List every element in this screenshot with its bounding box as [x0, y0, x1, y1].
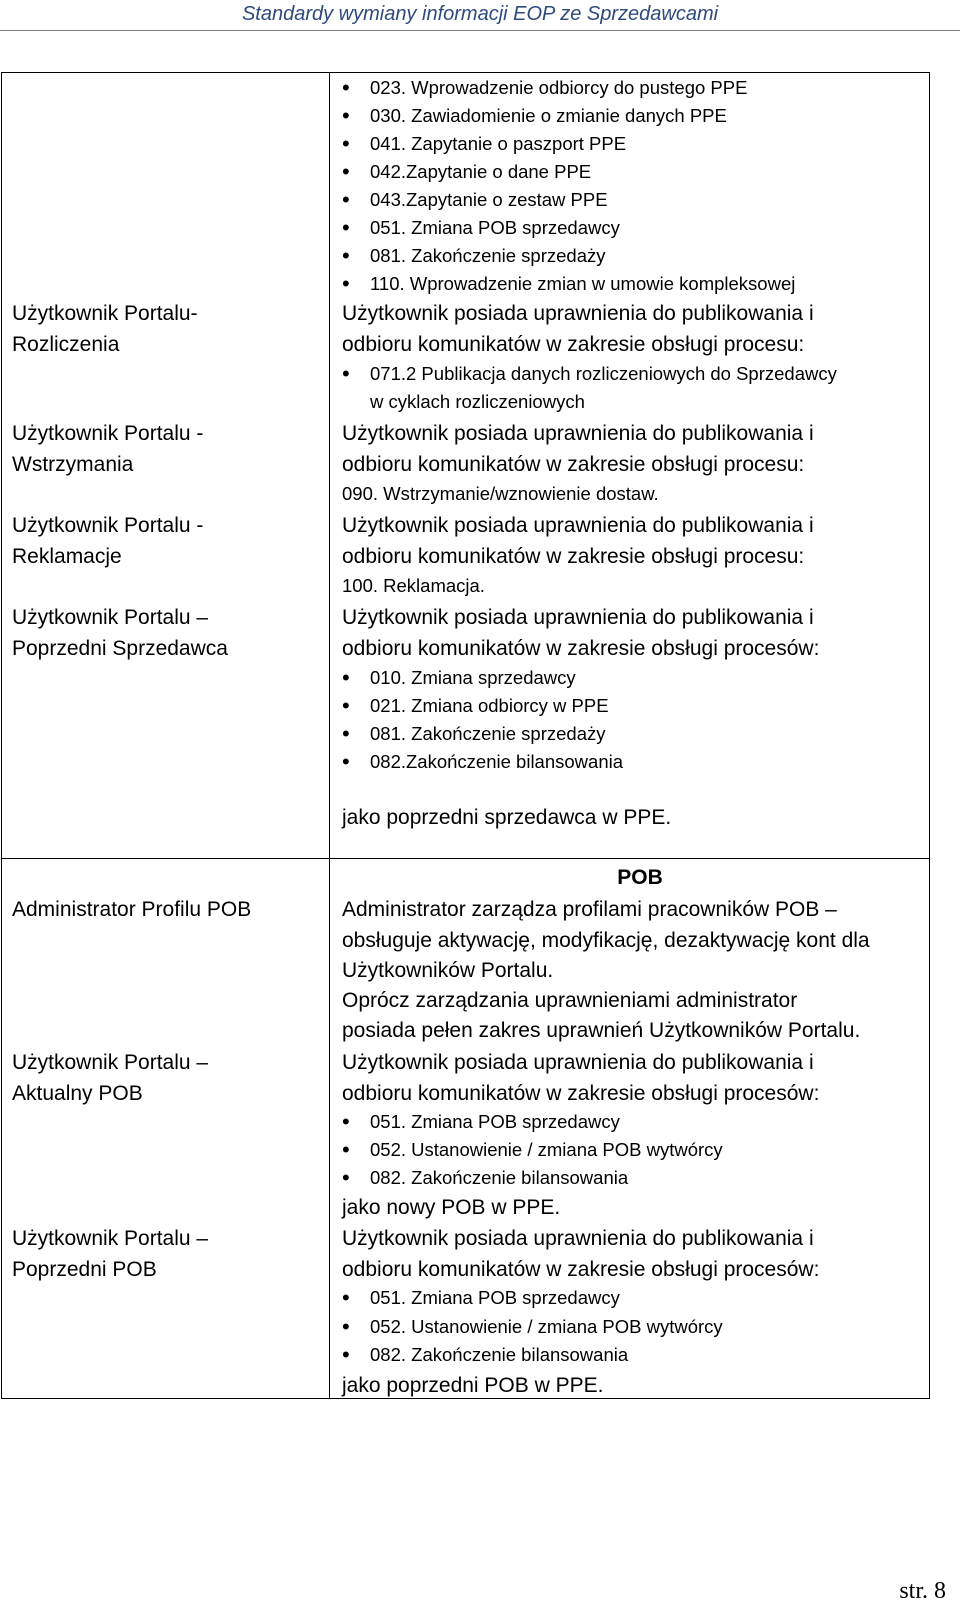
- process-item: 090. Wstrzymanie/wznowienie dostaw.: [342, 483, 659, 504]
- permission-text: odbioru komunikatów w zakresie obsługi procesu:: [342, 453, 805, 476]
- permission-text: odbioru komunikatów w zakresie obsługi procesów:: [342, 637, 820, 660]
- process-bullet: • 051. Zmiana POB sprzedawcy: [370, 214, 620, 242]
- permission-text: Użytkownik posiada uprawnienia do publikowania i: [342, 422, 814, 445]
- process-bullet: • 042.Zapytanie o dane PPE: [370, 158, 591, 186]
- table-column-divider: [329, 72, 330, 1399]
- process-bullet: • 021. Zmiana odbiorcy w PPE: [370, 692, 609, 720]
- process-bullet: • 082.Zakończenie bilansowania: [370, 748, 623, 776]
- permission-text: Użytkownik posiada uprawnienia do publikowania i: [342, 1051, 814, 1074]
- table-border-top: [1, 72, 930, 73]
- page-header: Standardy wymiany informacji EOP ze Sprzedawcami: [241, 3, 719, 25]
- role-label: Reklamacje: [12, 545, 122, 568]
- role-label: Wstrzymania: [12, 453, 134, 476]
- process-bullet: • 110. Wprowadzenie zmian w umowie kompleksowej: [370, 270, 795, 298]
- permission-text: Użytkownik posiada uprawnienia do publikowania i: [342, 302, 814, 325]
- permission-text: Użytkownik posiada uprawnienia do publikowania i: [342, 514, 814, 537]
- permission-text: Użytkownik posiada uprawnienia do publikowania i: [342, 606, 814, 629]
- closing-text: jako nowy POB w PPE.: [342, 1196, 561, 1219]
- process-bullet-continuation: w cyklach rozliczeniowych: [370, 391, 585, 412]
- permission-text: odbioru komunikatów w zakresie obsługi procesu:: [342, 545, 805, 568]
- table-border-left: [1, 72, 2, 1399]
- permission-text: Użytkownik posiada uprawnienia do publikowania i: [342, 1227, 814, 1250]
- admin-text: obsługuje aktywację, modyfikację, dezaktywację kont dla: [342, 929, 870, 952]
- process-bullet: • 082. Zakończenie bilansowania: [370, 1164, 628, 1192]
- process-bullet: • 082. Zakończenie bilansowania: [370, 1341, 628, 1369]
- page-number: str. 8: [899, 1578, 946, 1604]
- role-label: Użytkownik Portalu-: [12, 302, 198, 325]
- permission-text: odbioru komunikatów w zakresie obsługi procesów:: [342, 1258, 820, 1281]
- process-bullet: • 052. Ustanowienie / zmiana POB wytwórcy: [370, 1313, 723, 1341]
- process-bullet: • 081. Zakończenie sprzedaży: [370, 242, 606, 270]
- role-label: Poprzedni POB: [12, 1258, 157, 1281]
- permission-text: odbioru komunikatów w zakresie obsługi procesów:: [342, 1082, 820, 1105]
- process-bullet: • 051. Zmiana POB sprzedawcy: [370, 1284, 620, 1312]
- table-border-right: [929, 72, 930, 1399]
- process-item: 100. Reklamacja.: [342, 575, 485, 596]
- role-label: Użytkownik Portalu –: [12, 606, 209, 629]
- table-row-divider: [1, 858, 930, 859]
- role-label: Rozliczenia: [12, 333, 120, 356]
- role-label: Aktualny POB: [12, 1082, 143, 1105]
- process-bullet: • 010. Zmiana sprzedawcy: [370, 664, 576, 692]
- admin-text: Użytkowników Portalu.: [342, 959, 554, 982]
- role-label: Użytkownik Portalu –: [12, 1051, 209, 1074]
- process-bullet: • 081. Zakończenie sprzedaży: [370, 720, 606, 748]
- admin-text: Oprócz zarządzania uprawnieniami administrator: [342, 989, 798, 1012]
- closing-text: jako poprzedni POB w PPE.: [342, 1374, 604, 1397]
- role-label: Administrator Profilu POB: [12, 898, 252, 921]
- role-label: Użytkownik Portalu -: [12, 514, 204, 537]
- role-label: Użytkownik Portalu –: [12, 1227, 209, 1250]
- process-bullet: • 023. Wprowadzenie odbiorcy do pustego PPE: [370, 74, 747, 102]
- process-bullet: • 030. Zawiadomienie o zmianie danych PPE: [370, 102, 727, 130]
- admin-text: posiada pełen zakres uprawnień Użytkowników Portalu.: [342, 1019, 861, 1042]
- admin-text: Administrator zarządza profilami pracowników POB –: [342, 898, 837, 921]
- process-bullet: • 041. Zapytanie o paszport PPE: [370, 130, 626, 158]
- permission-text: odbioru komunikatów w zakresie obsługi procesu:: [342, 333, 805, 356]
- process-bullet: • 052. Ustanowienie / zmiana POB wytwórcy: [370, 1136, 723, 1164]
- closing-text: jako poprzedni sprzedawca w PPE.: [342, 806, 672, 829]
- process-bullet: • 071.2 Publikacja danych rozliczeniowych do Sprzedawcy: [370, 360, 837, 388]
- process-bullet: • 043.Zapytanie o zestaw PPE: [370, 186, 608, 214]
- process-bullet: • 051. Zmiana POB sprzedawcy: [370, 1108, 620, 1136]
- role-label: Poprzedni Sprzedawca: [12, 637, 228, 660]
- role-label: Użytkownik Portalu -: [12, 422, 204, 445]
- section-heading: POB: [617, 866, 663, 889]
